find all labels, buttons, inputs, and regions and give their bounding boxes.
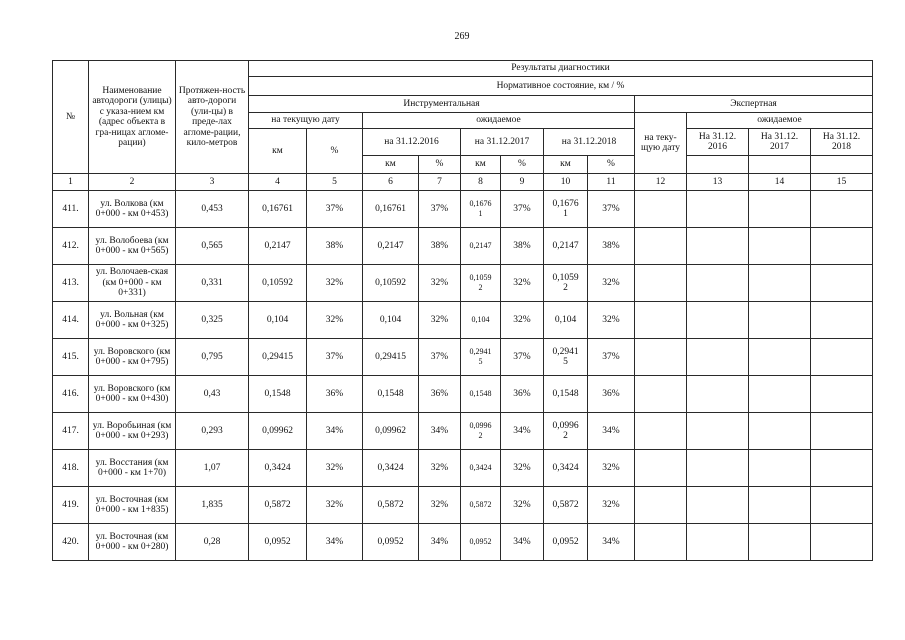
expert-2017-cell: [749, 524, 811, 561]
expected-2018-percent: 37%: [588, 339, 635, 376]
expert-2018-cell: [811, 302, 873, 339]
expert-2017-cell: [749, 413, 811, 450]
header-2017-percent: %: [501, 156, 544, 174]
column-number: 14: [749, 174, 811, 191]
expected-2018-km-value: 0,104: [554, 314, 577, 325]
expected-2017-km-value: 0,10592: [469, 272, 492, 292]
current-km: 0,2147: [249, 228, 307, 265]
expected-2017-percent: 32%: [501, 302, 544, 339]
table-row: [53, 339, 873, 376]
expected-2017-km-value: 0,0952: [469, 536, 492, 546]
road-name: ул. Воровского (км 0+000 - км 0+795): [89, 339, 176, 376]
header-road-length: Протяжен-ность авто-дороги (ули-цы) в преде-лах агломе-рации, кило-метров: [176, 61, 249, 174]
column-number: 13: [687, 174, 749, 191]
expert-2018-cell: [811, 413, 873, 450]
expert-current-cell: [635, 487, 687, 524]
expected-2017-km: [461, 302, 501, 339]
header-empty-cell: [687, 156, 749, 174]
expected-2016-km: 0,2147: [363, 228, 419, 265]
road-length: 0,293: [176, 413, 249, 450]
row-number: 412.: [53, 228, 89, 265]
header-2017-km: км: [461, 156, 501, 174]
expected-2016-km: 0,16761: [363, 191, 419, 228]
expected-2018-km: [544, 376, 588, 413]
table-header: [53, 61, 873, 191]
expected-2018-km: [544, 339, 588, 376]
current-percent: 36%: [307, 376, 363, 413]
row-number: 418.: [53, 450, 89, 487]
expected-2017-percent: 37%: [501, 339, 544, 376]
expert-2018-cell: [811, 450, 873, 487]
expert-2018-cell: [811, 524, 873, 561]
header-number: №: [53, 61, 89, 174]
expected-2016-km: 0,09962: [363, 413, 419, 450]
expert-2017-cell: [749, 339, 811, 376]
expected-2016-percent: 37%: [419, 339, 461, 376]
table-row: [53, 450, 873, 487]
column-number: 15: [811, 174, 873, 191]
expert-2016-cell: [687, 413, 749, 450]
header-current-km: км: [249, 129, 307, 174]
expected-2018-percent: 36%: [588, 376, 635, 413]
expected-2018-km: [544, 487, 588, 524]
expert-2018-cell: [811, 376, 873, 413]
column-number-row: [53, 174, 873, 191]
expert-current-cell: [635, 413, 687, 450]
header-normative: Нормативное состояние, км / %: [249, 77, 873, 96]
current-percent: 32%: [307, 265, 363, 302]
table-body: [53, 191, 873, 561]
current-percent: 34%: [307, 413, 363, 450]
expert-2017-cell: [749, 265, 811, 302]
expert-2016-cell: [687, 339, 749, 376]
current-percent: 37%: [307, 339, 363, 376]
expected-2016-percent: 32%: [419, 302, 461, 339]
expected-2018-km-value: 0,10592: [552, 272, 579, 293]
expected-2017-percent: 32%: [501, 265, 544, 302]
road-name: ул. Восстания (км 0+000 - км 1+70): [89, 450, 176, 487]
current-km: 0,0952: [249, 524, 307, 561]
expected-2017-percent: 32%: [501, 487, 544, 524]
row-number: 411.: [53, 191, 89, 228]
expected-2017-km: [461, 376, 501, 413]
expected-2018-percent: 38%: [588, 228, 635, 265]
expected-2017-percent: 38%: [501, 228, 544, 265]
expected-2017-km: [461, 450, 501, 487]
current-km: 0,5872: [249, 487, 307, 524]
road-name: ул. Вольная (км 0+000 - км 0+325): [89, 302, 176, 339]
expected-2016-km: 0,104: [363, 302, 419, 339]
row-number: 420.: [53, 524, 89, 561]
header-expert-2018: На 31.12. 2018: [811, 129, 873, 156]
expected-2016-percent: 32%: [419, 265, 461, 302]
expert-2017-cell: [749, 450, 811, 487]
expert-current-cell: [635, 302, 687, 339]
column-number: 2: [89, 174, 176, 191]
current-km: 0,1548: [249, 376, 307, 413]
header-2016-percent: %: [419, 156, 461, 174]
expected-2017-km-value: 0,104: [471, 314, 490, 324]
expert-2018-cell: [811, 339, 873, 376]
table-row: [53, 191, 873, 228]
current-km: 0,09962: [249, 413, 307, 450]
expected-2018-km-value: 0,3424: [552, 462, 579, 473]
expected-2016-km: 0,3424: [363, 450, 419, 487]
header-expert-expected: ожидаемое: [687, 113, 873, 129]
expert-2016-cell: [687, 265, 749, 302]
current-km: 0,10592: [249, 265, 307, 302]
expected-2017-km-value: 0,16761: [469, 198, 492, 218]
table-row: [53, 228, 873, 265]
expected-2018-percent: 32%: [588, 450, 635, 487]
current-percent: 32%: [307, 487, 363, 524]
table-row: [53, 524, 873, 561]
expected-2018-km: [544, 191, 588, 228]
current-percent: 34%: [307, 524, 363, 561]
expected-2018-km-value: 0,1548: [552, 388, 579, 399]
expected-2017-km-value: 0,1548: [469, 388, 492, 398]
header-date-2018: на 31.12.2018: [544, 129, 635, 156]
header-date-2017: на 31.12.2017: [461, 129, 544, 156]
expected-2016-km: 0,10592: [363, 265, 419, 302]
expert-2016-cell: [687, 228, 749, 265]
expected-2016-percent: 32%: [419, 450, 461, 487]
expert-2016-cell: [687, 450, 749, 487]
expected-2018-km: [544, 524, 588, 561]
header-road-name: Наименование автодороги (улицы) с указа-нием км (адрес объекта в гра-ницах агломе-рации): [89, 61, 176, 174]
expected-2018-km-value: 0,5872: [552, 499, 579, 510]
road-length: 0,331: [176, 265, 249, 302]
expected-2018-km: [544, 450, 588, 487]
page-number: 269: [454, 31, 470, 42]
road-length: 0,28: [176, 524, 249, 561]
header-2018-percent: %: [588, 156, 635, 174]
table-row: [53, 376, 873, 413]
expert-2018-cell: [811, 191, 873, 228]
expert-2016-cell: [687, 191, 749, 228]
expected-2016-percent: 34%: [419, 413, 461, 450]
expert-current-cell: [635, 191, 687, 228]
expert-2016-cell: [687, 524, 749, 561]
current-percent: 32%: [307, 302, 363, 339]
expected-2016-km: 0,5872: [363, 487, 419, 524]
expected-2016-km: 0,29415: [363, 339, 419, 376]
road-name: ул. Восточная (км 0+000 - км 0+280): [89, 524, 176, 561]
expected-2017-km-value: 0,2147: [469, 240, 492, 250]
expected-2017-km-value: 0,09962: [469, 420, 492, 440]
expected-2016-percent: 36%: [419, 376, 461, 413]
row-number: 417.: [53, 413, 89, 450]
expert-2017-cell: [749, 228, 811, 265]
road-length: 0,325: [176, 302, 249, 339]
row-number: 415.: [53, 339, 89, 376]
row-number: 416.: [53, 376, 89, 413]
road-name: ул. Волочаев-ская (км 0+000 - км 0+331): [89, 265, 176, 302]
expert-current-cell: [635, 450, 687, 487]
expected-2018-km-value: 0,0952: [552, 536, 579, 547]
header-2018-km: км: [544, 156, 588, 174]
table-row: [53, 413, 873, 450]
expert-current-cell: [635, 376, 687, 413]
road-name: ул. Восточная (км 0+000 - км 1+835): [89, 487, 176, 524]
expected-2018-percent: 32%: [588, 265, 635, 302]
column-number: 3: [176, 174, 249, 191]
column-number: 12: [635, 174, 687, 191]
expected-2018-km-value: 0,29415: [552, 346, 579, 367]
expected-2017-percent: 34%: [501, 524, 544, 561]
expert-current-cell: [635, 524, 687, 561]
expert-2018-cell: [811, 487, 873, 524]
diagnostics-table: [52, 60, 873, 561]
road-name: ул. Воровского (км 0+000 - км 0+430): [89, 376, 176, 413]
expert-current-cell: [635, 228, 687, 265]
current-km: 0,104: [249, 302, 307, 339]
current-percent: 37%: [307, 191, 363, 228]
expected-2018-km: [544, 228, 588, 265]
expected-2017-km-value: 0,3424: [469, 462, 492, 472]
expert-current-cell: [635, 339, 687, 376]
header-instrumental: Инструментальная: [249, 96, 635, 113]
expected-2018-percent: 37%: [588, 191, 635, 228]
expert-2017-cell: [749, 376, 811, 413]
header-date-2016: на 31.12.2016: [363, 129, 461, 156]
row-number: 419.: [53, 487, 89, 524]
current-km: 0,16761: [249, 191, 307, 228]
current-percent: 32%: [307, 450, 363, 487]
expected-2017-km: [461, 524, 501, 561]
road-name: ул. Воробьиная (км 0+000 - км 0+293): [89, 413, 176, 450]
road-length: 1,07: [176, 450, 249, 487]
expected-2017-percent: 36%: [501, 376, 544, 413]
road-length: 1,835: [176, 487, 249, 524]
header-expert-2016: На 31.12. 2016: [687, 129, 749, 156]
expected-2016-percent: 38%: [419, 228, 461, 265]
current-percent: 38%: [307, 228, 363, 265]
header-instr-current: на текущую дату: [249, 113, 363, 129]
table-row: [53, 487, 873, 524]
road-length: 0,565: [176, 228, 249, 265]
expected-2017-km: [461, 228, 501, 265]
expected-2017-km: [461, 265, 501, 302]
expert-current-cell: [635, 265, 687, 302]
expected-2017-percent: 32%: [501, 450, 544, 487]
column-number: 10: [544, 174, 588, 191]
expected-2018-km: [544, 302, 588, 339]
header-expert-2017: На 31.12. 2017: [749, 129, 811, 156]
expected-2017-km: [461, 339, 501, 376]
expected-2017-percent: 37%: [501, 191, 544, 228]
expected-2017-km: [461, 191, 501, 228]
expert-2017-cell: [749, 487, 811, 524]
expected-2017-km: [461, 487, 501, 524]
header-instr-expected: ожидаемое: [363, 113, 635, 129]
expected-2018-km: [544, 265, 588, 302]
expected-2018-percent: 32%: [588, 487, 635, 524]
road-name: ул. Волкова (км 0+000 - км 0+453): [89, 191, 176, 228]
column-number: 9: [501, 174, 544, 191]
road-name: ул. Волобоева (км 0+000 - км 0+565): [89, 228, 176, 265]
expert-2017-cell: [749, 302, 811, 339]
expected-2016-percent: 32%: [419, 487, 461, 524]
expected-2018-km-value: 0,09962: [552, 420, 579, 441]
expected-2018-km: [544, 413, 588, 450]
column-number: 1: [53, 174, 89, 191]
expected-2016-km: 0,1548: [363, 376, 419, 413]
column-number: 5: [307, 174, 363, 191]
expected-2018-percent: 32%: [588, 302, 635, 339]
column-number: 11: [588, 174, 635, 191]
expert-2018-cell: [811, 265, 873, 302]
expected-2017-percent: 34%: [501, 413, 544, 450]
current-km: 0,3424: [249, 450, 307, 487]
expected-2016-km: 0,0952: [363, 524, 419, 561]
expert-2016-cell: [687, 376, 749, 413]
expected-2016-percent: 37%: [419, 191, 461, 228]
column-number: 7: [419, 174, 461, 191]
row-number: 414.: [53, 302, 89, 339]
header-row: [53, 61, 873, 77]
column-number: 4: [249, 174, 307, 191]
header-results: Результаты диагностики: [249, 61, 873, 77]
expected-2017-km-value: 0,29415: [469, 346, 492, 366]
header-2016-km: км: [363, 156, 419, 174]
table-row: [53, 302, 873, 339]
expected-2017-km: [461, 413, 501, 450]
expected-2018-percent: 34%: [588, 413, 635, 450]
expected-2018-percent: 34%: [588, 524, 635, 561]
road-length: 0,43: [176, 376, 249, 413]
header-empty-cell: [749, 156, 811, 174]
road-length: 0,795: [176, 339, 249, 376]
road-length: 0,453: [176, 191, 249, 228]
table-row: [53, 265, 873, 302]
header-empty-cell: [811, 156, 873, 174]
expert-2016-cell: [687, 487, 749, 524]
expert-2017-cell: [749, 191, 811, 228]
header-current-percent: %: [307, 129, 363, 174]
header-expert-current: на теку-щую дату: [635, 113, 687, 174]
expert-2016-cell: [687, 302, 749, 339]
expected-2016-percent: 34%: [419, 524, 461, 561]
current-km: 0,29415: [249, 339, 307, 376]
column-number: 6: [363, 174, 419, 191]
expected-2018-km-value: 0,2147: [552, 240, 579, 251]
column-number: 8: [461, 174, 501, 191]
expected-2018-km-value: 0,16761: [552, 198, 579, 219]
row-number: 413.: [53, 265, 89, 302]
expert-2018-cell: [811, 228, 873, 265]
header-expert: Экспертная: [635, 96, 873, 113]
expected-2017-km-value: 0,5872: [469, 499, 492, 509]
